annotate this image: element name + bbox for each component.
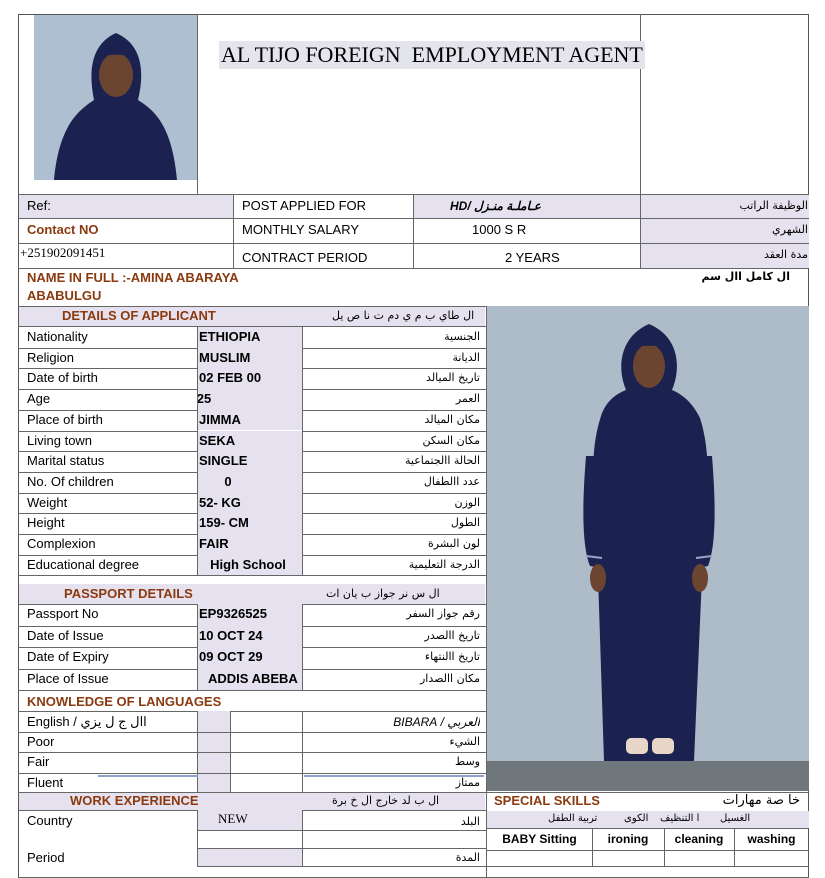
salary-ar: الشهري xyxy=(772,223,808,236)
col-divider xyxy=(302,604,303,690)
language-row-ar: ممتاز xyxy=(455,775,480,789)
details-row-label: Age xyxy=(27,391,51,407)
passport-row-label: Date of Expiry xyxy=(27,649,109,664)
language-row-label: Fluent xyxy=(27,774,64,790)
details-row-ar: الديانة xyxy=(452,350,480,364)
col-divider xyxy=(302,326,303,575)
details-row-label: Place of birth xyxy=(27,411,103,427)
skill-ar-label: تربية الطفل xyxy=(548,813,598,824)
skills-heading-ar: خا صة مهارات xyxy=(722,793,800,808)
skill-ar-label: الكوى xyxy=(624,813,649,824)
post-ar: الوظيفة الراتب xyxy=(739,199,808,212)
details-row-label: Complexion xyxy=(27,536,96,551)
details-row-label: No. Of children xyxy=(27,473,114,489)
skill-ar-label: ا التنظيف xyxy=(660,813,700,824)
contract-label: CONTRACT PERIOD xyxy=(242,250,368,265)
details-row-value: 52- KG xyxy=(199,494,241,510)
passport-row-label: Date of Issue xyxy=(27,627,104,643)
row-divider xyxy=(18,732,486,733)
work-period-ar: المدة xyxy=(455,851,480,864)
passport-row-label: Place of Issue xyxy=(27,670,109,686)
passport-row-ar: تاريخ االصدر xyxy=(424,628,480,642)
details-row-label: Religion xyxy=(27,349,74,365)
passport-photo xyxy=(34,15,197,180)
skill-item: cleaning xyxy=(674,832,724,846)
skill-item: BABY Sitting xyxy=(502,832,577,846)
col-divider xyxy=(197,604,198,690)
skills-heading: SPECIAL SKILLS xyxy=(494,793,600,808)
details-row-label: Educational degree xyxy=(27,556,140,572)
details-row-ar: الوزن xyxy=(454,495,480,509)
details-row-ar: الجنسية xyxy=(444,330,480,343)
details-row-ar: الحالة االجتماعية xyxy=(405,454,480,468)
details-row-ar: العمر xyxy=(455,392,480,406)
passport-heading: PASSPORT DETAILS xyxy=(64,586,193,601)
details-row-ar: عدد االطفال xyxy=(423,474,480,488)
passport-row-ar: تاريخ االنتهاء xyxy=(424,650,480,663)
details-heading: DETAILS OF APPLICANT xyxy=(62,308,216,323)
skill-item: ironing xyxy=(607,832,649,846)
details-row-ar: تاريخ الميالد xyxy=(426,371,480,385)
agency-title: AL TIJO FOREIGN EMPLOYMENT AGENT xyxy=(221,42,643,67)
details-row-label: Living town xyxy=(27,432,93,448)
work-country-label: Country xyxy=(27,813,73,828)
work-heading-ar: ال ب لد خارج ال خ برة xyxy=(332,794,440,807)
work-heading: WORK EXPERIENCE xyxy=(70,793,199,808)
details-row-value: 0 xyxy=(224,473,232,489)
language-arabic: العربي / BIBARA xyxy=(393,715,480,729)
details-row-label: Nationality xyxy=(27,329,88,344)
skill-item: washing xyxy=(747,832,796,846)
language-row-label: Fair xyxy=(27,754,50,770)
details-row-value: High School xyxy=(210,556,286,572)
details-row-value: ETHIOPIA xyxy=(199,329,261,344)
name-line2: ABABULGU xyxy=(27,288,102,303)
row-divider xyxy=(18,752,486,753)
details-row-label: Weight xyxy=(27,494,68,510)
name-ar: ال كامل اال سم xyxy=(701,270,790,283)
work-period-label: Period xyxy=(27,850,65,865)
details-heading-ar: ال طاي ب م ي دم ت نا ص يل xyxy=(332,309,475,322)
details-row-value: 02 FEB 00 xyxy=(199,370,262,386)
details-row-value: JIMMA xyxy=(199,411,241,427)
name-line1: NAME IN FULL :-AMINA ABARAYA xyxy=(27,270,239,285)
col-divider xyxy=(197,326,198,575)
passport-row-ar: مكان االصدار xyxy=(419,671,480,685)
salary-label: MONTHLY SALARY xyxy=(242,222,360,237)
details-row-label: Marital status xyxy=(27,453,105,469)
language-underline xyxy=(98,775,198,777)
passport-row-value: EP9326525 xyxy=(199,606,267,621)
skill-ar-label: الغسيل xyxy=(720,813,751,824)
details-row-ar: الدرجة التعليمية xyxy=(408,557,480,571)
details-row-value: 159- CM xyxy=(199,515,249,531)
row-divider xyxy=(18,773,486,774)
details-row-label: Date of birth xyxy=(27,370,98,386)
work-country-value: NEW xyxy=(218,811,248,826)
col-divider xyxy=(230,711,231,792)
full-body-photo xyxy=(486,306,809,791)
col-divider xyxy=(302,711,303,792)
contract-ar: مدة العقد xyxy=(764,248,808,261)
details-row-ar: لون البشرة xyxy=(428,537,480,550)
salary-value: 1000 S R xyxy=(472,222,527,237)
passport-row-value: 10 OCT 24 xyxy=(199,627,263,643)
details-row-ar: مكان السكن xyxy=(422,433,480,447)
passport-row-ar: رقم جواز السفر xyxy=(406,607,480,620)
contract-value: 2 YEARS xyxy=(505,250,560,265)
col-divider xyxy=(197,711,198,792)
contact-label: Contact NO xyxy=(27,222,99,237)
language-english: English / اال ج ل يزي xyxy=(27,714,147,729)
passport-row-value: 09 OCT 29 xyxy=(199,649,263,664)
language-row-ar: الشيء xyxy=(449,735,480,748)
passport-heading-ar: ال س نر جواز ب يان ات xyxy=(326,587,440,600)
contact-value: +251902091451 xyxy=(20,245,106,260)
post-value: HD/ عـاملـة منـزل xyxy=(450,199,541,213)
details-row-value: SEKA xyxy=(199,432,236,448)
ref-label: Ref: xyxy=(27,198,51,213)
work-country-ar: البلد xyxy=(460,815,480,828)
passport-row-label: Passport No xyxy=(27,606,99,621)
languages-heading: KNOWLEDGE OF LANGUAGES xyxy=(27,694,222,709)
details-row-ar: الطول xyxy=(450,516,480,530)
language-row-label: Poor xyxy=(27,734,55,749)
passport-row-value: ADDIS ABEBA xyxy=(208,670,298,686)
details-row-value: SINGLE xyxy=(199,453,248,469)
language-underline xyxy=(304,775,484,777)
details-row-value: MUSLIM xyxy=(199,349,251,365)
details-row-label: Height xyxy=(27,515,65,531)
details-row-ar: مكان الميالد xyxy=(424,412,480,426)
details-row-value: 25 xyxy=(196,391,212,407)
details-row-value: FAIR xyxy=(199,536,229,551)
language-row-ar: وسط xyxy=(455,755,480,769)
post-label: POST APPLIED FOR xyxy=(242,198,367,213)
